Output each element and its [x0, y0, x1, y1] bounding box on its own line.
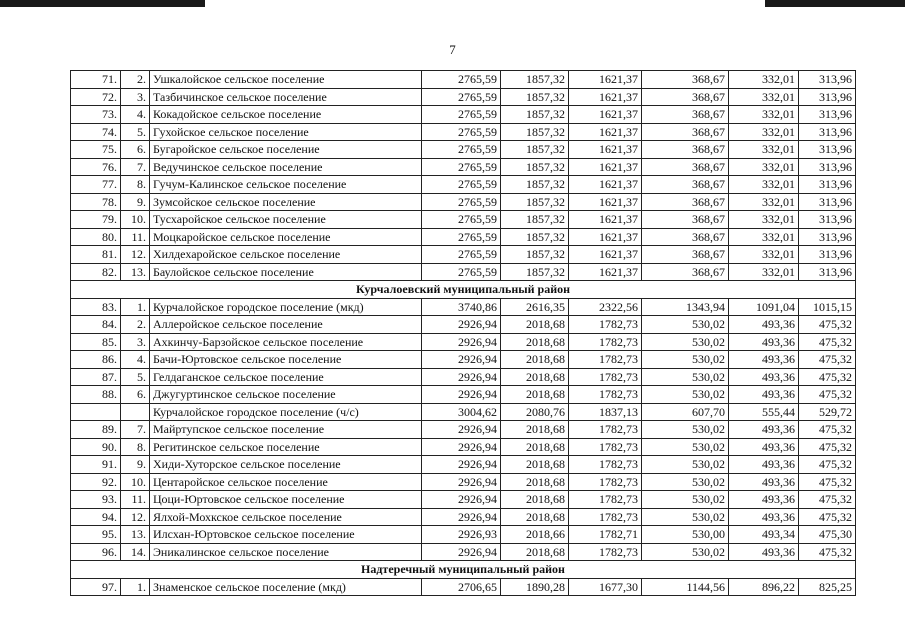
- value-cell-3: 1782,73: [569, 333, 642, 351]
- row-number: 72.: [71, 88, 121, 106]
- row-number: 89.: [71, 421, 121, 439]
- value-cell-6: 313,96: [799, 263, 856, 281]
- value-cell-5: 493,36: [729, 333, 799, 351]
- page-number: 7: [449, 42, 456, 57]
- value-cell-5: 332,01: [729, 88, 799, 106]
- value-cell-5: 332,01: [729, 228, 799, 246]
- district-row-number: 8.: [121, 176, 150, 194]
- row-number: 75.: [71, 141, 121, 159]
- value-cell-4: 530,02: [642, 473, 729, 491]
- value-cell-5: 493,36: [729, 508, 799, 526]
- value-cell-4: 530,02: [642, 316, 729, 334]
- table-row: [71, 456, 856, 474]
- settlement-name: Тусхаройское сельское поселение: [150, 211, 422, 229]
- row-number: 86.: [71, 351, 121, 369]
- row-number: 78.: [71, 193, 121, 211]
- value-cell-5: 493,36: [729, 473, 799, 491]
- table-row: [71, 298, 856, 316]
- value-cell-6: 475,30: [799, 526, 856, 544]
- value-cell-3: 1782,73: [569, 386, 642, 404]
- value-cell-4: 530,02: [642, 421, 729, 439]
- value-cell-1: 3004,62: [422, 403, 501, 421]
- district-header-row: [71, 561, 856, 579]
- table-row: [71, 508, 856, 526]
- table-row: [71, 211, 856, 229]
- district-row-number: 4.: [121, 351, 150, 369]
- row-number: 92.: [71, 473, 121, 491]
- table-row: [71, 88, 856, 106]
- district-row-number: 7.: [121, 158, 150, 176]
- value-cell-2: 1857,32: [501, 71, 569, 89]
- value-cell-3: 1782,73: [569, 456, 642, 474]
- table-row: [71, 193, 856, 211]
- value-cell-6: 313,96: [799, 246, 856, 264]
- value-cell-3: 1782,73: [569, 473, 642, 491]
- value-cell-4: 530,02: [642, 368, 729, 386]
- district-row-number: 5.: [121, 123, 150, 141]
- value-cell-3: 1782,73: [569, 421, 642, 439]
- value-cell-5: 332,01: [729, 211, 799, 229]
- settlement-name: Курчалойское городское поселение (ч/с): [150, 403, 422, 421]
- value-cell-4: 530,02: [642, 543, 729, 561]
- district-row-number: 11.: [121, 491, 150, 509]
- table-row: [71, 421, 856, 439]
- value-cell-4: 1343,94: [642, 298, 729, 316]
- row-number: 76.: [71, 158, 121, 176]
- value-cell-6: 313,96: [799, 106, 856, 124]
- settlement-name: Илсхан-Юртовское сельское поселение: [150, 526, 422, 544]
- district-row-number: 12.: [121, 246, 150, 264]
- value-cell-5: 332,01: [729, 141, 799, 159]
- row-number: 85.: [71, 333, 121, 351]
- value-cell-6: 475,32: [799, 473, 856, 491]
- row-number: 95.: [71, 526, 121, 544]
- settlement-name: Цоци-Юртовское сельское поселение: [150, 491, 422, 509]
- value-cell-2: 1857,32: [501, 193, 569, 211]
- settlement-name: Знаменское сельское поселение (мкд): [150, 578, 422, 596]
- value-cell-1: 2765,59: [422, 141, 501, 159]
- value-cell-3: 1621,37: [569, 88, 642, 106]
- settlement-name: Хилдехаройское сельское поселение: [150, 246, 422, 264]
- value-cell-3: 1782,73: [569, 316, 642, 334]
- value-cell-4: 1144,56: [642, 578, 729, 596]
- value-cell-2: 2018,68: [501, 386, 569, 404]
- district-row-number: 11.: [121, 228, 150, 246]
- value-cell-6: 475,32: [799, 491, 856, 509]
- district-row-number: 10.: [121, 473, 150, 491]
- district-row-number: 9.: [121, 193, 150, 211]
- settlement-name: Моцкаройское сельское поселение: [150, 228, 422, 246]
- district-row-number: 4.: [121, 106, 150, 124]
- settlement-name: Аллеройское сельское поселение: [150, 316, 422, 334]
- value-cell-1: 2926,94: [422, 421, 501, 439]
- district-row-number: 7.: [121, 421, 150, 439]
- value-cell-2: 2018,68: [501, 473, 569, 491]
- row-number: 88.: [71, 386, 121, 404]
- settlement-name: Регитинское сельское поселение: [150, 438, 422, 456]
- district-row-number: 6.: [121, 141, 150, 159]
- value-cell-5: 493,36: [729, 421, 799, 439]
- value-cell-4: 368,67: [642, 158, 729, 176]
- table-row: [71, 386, 856, 404]
- value-cell-3: 1782,73: [569, 508, 642, 526]
- value-cell-5: 493,36: [729, 316, 799, 334]
- value-cell-6: 475,32: [799, 368, 856, 386]
- district-row-number: 9.: [121, 456, 150, 474]
- value-cell-6: 313,96: [799, 193, 856, 211]
- table-row: [71, 333, 856, 351]
- district-row-number: 2.: [121, 316, 150, 334]
- value-cell-3: 1621,37: [569, 193, 642, 211]
- value-cell-1: 2926,94: [422, 368, 501, 386]
- value-cell-3: 1782,73: [569, 438, 642, 456]
- row-number: 87.: [71, 368, 121, 386]
- value-cell-6: 313,96: [799, 141, 856, 159]
- value-cell-6: 475,32: [799, 421, 856, 439]
- settlement-name: Курчалойское городское поселение (мкд): [150, 298, 422, 316]
- value-cell-4: 530,02: [642, 491, 729, 509]
- settlement-name: Хиди-Хуторское сельское поселение: [150, 456, 422, 474]
- settlement-name: Ахкинчу-Барзойское сельское поселение: [150, 333, 422, 351]
- value-cell-3: 1621,37: [569, 211, 642, 229]
- value-cell-1: 2926,94: [422, 333, 501, 351]
- value-cell-1: 2926,93: [422, 526, 501, 544]
- table-row: [71, 368, 856, 386]
- settlement-name: Эникалинское сельское поселение: [150, 543, 422, 561]
- value-cell-1: 2926,94: [422, 543, 501, 561]
- table-row: [71, 246, 856, 264]
- value-cell-3: 1621,37: [569, 141, 642, 159]
- value-cell-1: 2765,59: [422, 158, 501, 176]
- district-row-number: 13.: [121, 263, 150, 281]
- value-cell-5: 332,01: [729, 193, 799, 211]
- value-cell-1: 2765,59: [422, 176, 501, 194]
- row-number: 83.: [71, 298, 121, 316]
- table-row: [71, 123, 856, 141]
- value-cell-4: 368,67: [642, 71, 729, 89]
- value-cell-1: 2765,59: [422, 106, 501, 124]
- value-cell-5: 493,36: [729, 456, 799, 474]
- value-cell-6: 313,96: [799, 158, 856, 176]
- row-number: 84.: [71, 316, 121, 334]
- table-row: [71, 106, 856, 124]
- value-cell-2: 2018,68: [501, 368, 569, 386]
- row-number: 79.: [71, 211, 121, 229]
- value-cell-1: 2926,94: [422, 386, 501, 404]
- value-cell-5: 555,44: [729, 403, 799, 421]
- row-number: 73.: [71, 106, 121, 124]
- value-cell-5: 493,36: [729, 351, 799, 369]
- value-cell-4: 530,02: [642, 386, 729, 404]
- value-cell-2: 1857,32: [501, 211, 569, 229]
- value-cell-3: 1782,71: [569, 526, 642, 544]
- value-cell-4: 368,67: [642, 123, 729, 141]
- row-number: [71, 403, 121, 421]
- row-number: 91.: [71, 456, 121, 474]
- value-cell-4: 368,67: [642, 228, 729, 246]
- value-cell-1: 2926,94: [422, 491, 501, 509]
- value-cell-3: 1621,37: [569, 228, 642, 246]
- value-cell-6: 475,32: [799, 456, 856, 474]
- tariff-table: [70, 70, 856, 596]
- value-cell-4: 368,67: [642, 246, 729, 264]
- district-row-number: 8.: [121, 438, 150, 456]
- value-cell-6: 475,32: [799, 508, 856, 526]
- value-cell-5: 1091,04: [729, 298, 799, 316]
- value-cell-5: 493,36: [729, 386, 799, 404]
- value-cell-1: 2765,59: [422, 71, 501, 89]
- value-cell-4: 530,02: [642, 333, 729, 351]
- value-cell-5: 493,36: [729, 438, 799, 456]
- value-cell-5: 493,34: [729, 526, 799, 544]
- value-cell-4: 530,02: [642, 351, 729, 369]
- value-cell-2: 2018,68: [501, 316, 569, 334]
- settlement-name: Тазбичинское сельское поселение: [150, 88, 422, 106]
- value-cell-5: 332,01: [729, 176, 799, 194]
- row-number: 96.: [71, 543, 121, 561]
- value-cell-2: 2018,68: [501, 491, 569, 509]
- table-row: [71, 176, 856, 194]
- district-name: Курчалоевский муниципальный район: [71, 281, 856, 299]
- settlement-name: Баулойское сельское поселение: [150, 263, 422, 281]
- district-row-number: 13.: [121, 526, 150, 544]
- value-cell-1: 2706,65: [422, 578, 501, 596]
- value-cell-5: 896,22: [729, 578, 799, 596]
- row-number: 71.: [71, 71, 121, 89]
- value-cell-6: 313,96: [799, 71, 856, 89]
- table-body: [71, 71, 856, 596]
- value-cell-2: 2018,68: [501, 438, 569, 456]
- value-cell-1: 2765,59: [422, 193, 501, 211]
- value-cell-2: 1857,32: [501, 123, 569, 141]
- value-cell-6: 475,32: [799, 543, 856, 561]
- row-number: 97.: [71, 578, 121, 596]
- value-cell-4: 368,67: [642, 88, 729, 106]
- table-row: [71, 351, 856, 369]
- value-cell-6: 825,25: [799, 578, 856, 596]
- value-cell-4: 368,67: [642, 193, 729, 211]
- scan-top-edge-gap: [205, 0, 765, 7]
- table-row: [71, 228, 856, 246]
- value-cell-1: 2926,94: [422, 351, 501, 369]
- value-cell-6: 313,96: [799, 88, 856, 106]
- value-cell-4: 530,02: [642, 438, 729, 456]
- value-cell-2: 2018,68: [501, 508, 569, 526]
- value-cell-3: 1782,73: [569, 368, 642, 386]
- district-row-number: 3.: [121, 333, 150, 351]
- value-cell-2: 1857,32: [501, 106, 569, 124]
- value-cell-2: 2018,68: [501, 543, 569, 561]
- value-cell-3: 2322,56: [569, 298, 642, 316]
- value-cell-6: 1015,15: [799, 298, 856, 316]
- value-cell-1: 2765,59: [422, 228, 501, 246]
- table-row: [71, 141, 856, 159]
- value-cell-2: 1857,32: [501, 141, 569, 159]
- value-cell-3: 1621,37: [569, 71, 642, 89]
- value-cell-6: 313,96: [799, 228, 856, 246]
- settlement-name: Центаройское сельское поселение: [150, 473, 422, 491]
- settlement-name: Ушкалойское сельское поселение: [150, 71, 422, 89]
- value-cell-4: 530,02: [642, 508, 729, 526]
- value-cell-6: 475,32: [799, 438, 856, 456]
- value-cell-6: 475,32: [799, 333, 856, 351]
- value-cell-3: 1782,73: [569, 543, 642, 561]
- value-cell-3: 1621,37: [569, 123, 642, 141]
- value-cell-5: 332,01: [729, 263, 799, 281]
- value-cell-6: 313,96: [799, 123, 856, 141]
- table-row: [71, 491, 856, 509]
- value-cell-5: 493,36: [729, 368, 799, 386]
- value-cell-6: 475,32: [799, 316, 856, 334]
- value-cell-1: 2765,59: [422, 246, 501, 264]
- value-cell-6: 529,72: [799, 403, 856, 421]
- settlement-name: Джугуртинское сельское поселение: [150, 386, 422, 404]
- value-cell-1: 2765,59: [422, 88, 501, 106]
- value-cell-4: 368,67: [642, 211, 729, 229]
- table-row: [71, 578, 856, 596]
- value-cell-4: 368,67: [642, 176, 729, 194]
- value-cell-6: 313,96: [799, 211, 856, 229]
- settlement-name: Ялхой-Мохкское сельское поселение: [150, 508, 422, 526]
- value-cell-3: 1621,37: [569, 158, 642, 176]
- value-cell-2: 1857,32: [501, 88, 569, 106]
- table-row: [71, 526, 856, 544]
- value-cell-5: 332,01: [729, 71, 799, 89]
- value-cell-6: 475,32: [799, 351, 856, 369]
- value-cell-1: 2765,59: [422, 123, 501, 141]
- value-cell-5: 493,36: [729, 491, 799, 509]
- value-cell-2: 1857,32: [501, 246, 569, 264]
- table-row: [71, 543, 856, 561]
- table-row: [71, 403, 856, 421]
- value-cell-4: 368,67: [642, 141, 729, 159]
- settlement-name: Гухойское сельское поселение: [150, 123, 422, 141]
- value-cell-1: 2926,94: [422, 438, 501, 456]
- value-cell-2: 1857,32: [501, 263, 569, 281]
- settlement-name: Кокадойское сельское поселение: [150, 106, 422, 124]
- value-cell-2: 2080,76: [501, 403, 569, 421]
- value-cell-1: 3740,86: [422, 298, 501, 316]
- value-cell-3: 1837,13: [569, 403, 642, 421]
- value-cell-2: 2616,35: [501, 298, 569, 316]
- district-row-number: 1.: [121, 298, 150, 316]
- row-number: 82.: [71, 263, 121, 281]
- value-cell-1: 2926,94: [422, 456, 501, 474]
- value-cell-4: 368,67: [642, 106, 729, 124]
- district-name: Надтеречный муниципальный район: [71, 561, 856, 579]
- district-header-row: [71, 281, 856, 299]
- table-row: [71, 316, 856, 334]
- district-row-number: 12.: [121, 508, 150, 526]
- value-cell-4: 607,70: [642, 403, 729, 421]
- row-number: 77.: [71, 176, 121, 194]
- value-cell-1: 2765,59: [422, 263, 501, 281]
- settlement-name: Ведучинское сельское поселение: [150, 158, 422, 176]
- value-cell-3: 1621,37: [569, 106, 642, 124]
- value-cell-3: 1782,73: [569, 351, 642, 369]
- value-cell-5: 493,36: [729, 543, 799, 561]
- value-cell-2: 1857,32: [501, 176, 569, 194]
- row-number: 80.: [71, 228, 121, 246]
- row-number: 94.: [71, 508, 121, 526]
- value-cell-2: 2018,68: [501, 333, 569, 351]
- district-row-number: 1.: [121, 578, 150, 596]
- value-cell-1: 2926,94: [422, 473, 501, 491]
- settlement-name: Гелдаганское сельское поселение: [150, 368, 422, 386]
- value-cell-2: 2018,66: [501, 526, 569, 544]
- district-row-number: 3.: [121, 88, 150, 106]
- value-cell-2: 2018,68: [501, 456, 569, 474]
- value-cell-2: 1857,32: [501, 158, 569, 176]
- settlement-name: Бугаройское сельское поселение: [150, 141, 422, 159]
- value-cell-5: 332,01: [729, 106, 799, 124]
- district-row-number: 5.: [121, 368, 150, 386]
- value-cell-3: 1621,37: [569, 263, 642, 281]
- value-cell-2: 2018,68: [501, 421, 569, 439]
- settlement-name: Бачи-Юртовское сельское поселение: [150, 351, 422, 369]
- value-cell-1: 2926,94: [422, 508, 501, 526]
- table-row: [71, 473, 856, 491]
- value-cell-2: 2018,68: [501, 351, 569, 369]
- value-cell-6: 313,96: [799, 176, 856, 194]
- value-cell-2: 1890,28: [501, 578, 569, 596]
- value-cell-4: 530,00: [642, 526, 729, 544]
- row-number: 93.: [71, 491, 121, 509]
- row-number: 74.: [71, 123, 121, 141]
- value-cell-5: 332,01: [729, 123, 799, 141]
- value-cell-3: 1621,37: [569, 246, 642, 264]
- settlement-name: Гучум-Калинское сельское поселение: [150, 176, 422, 194]
- table-row: [71, 438, 856, 456]
- value-cell-4: 368,67: [642, 263, 729, 281]
- district-row-number: [121, 403, 150, 421]
- value-cell-3: 1677,30: [569, 578, 642, 596]
- district-row-number: 10.: [121, 211, 150, 229]
- value-cell-3: 1621,37: [569, 176, 642, 194]
- value-cell-5: 332,01: [729, 158, 799, 176]
- settlement-name: Майртупское сельское поселение: [150, 421, 422, 439]
- row-number: 90.: [71, 438, 121, 456]
- table-row: [71, 263, 856, 281]
- value-cell-2: 1857,32: [501, 228, 569, 246]
- district-row-number: 2.: [121, 71, 150, 89]
- value-cell-1: 2765,59: [422, 211, 501, 229]
- value-cell-6: 475,32: [799, 386, 856, 404]
- row-number: 81.: [71, 246, 121, 264]
- value-cell-3: 1782,73: [569, 491, 642, 509]
- table-row: [71, 158, 856, 176]
- district-row-number: 14.: [121, 543, 150, 561]
- value-cell-4: 530,02: [642, 456, 729, 474]
- district-row-number: 6.: [121, 386, 150, 404]
- value-cell-1: 2926,94: [422, 316, 501, 334]
- settlement-name: Зумсойское сельское поселение: [150, 193, 422, 211]
- value-cell-5: 332,01: [729, 246, 799, 264]
- table-row: [71, 71, 856, 89]
